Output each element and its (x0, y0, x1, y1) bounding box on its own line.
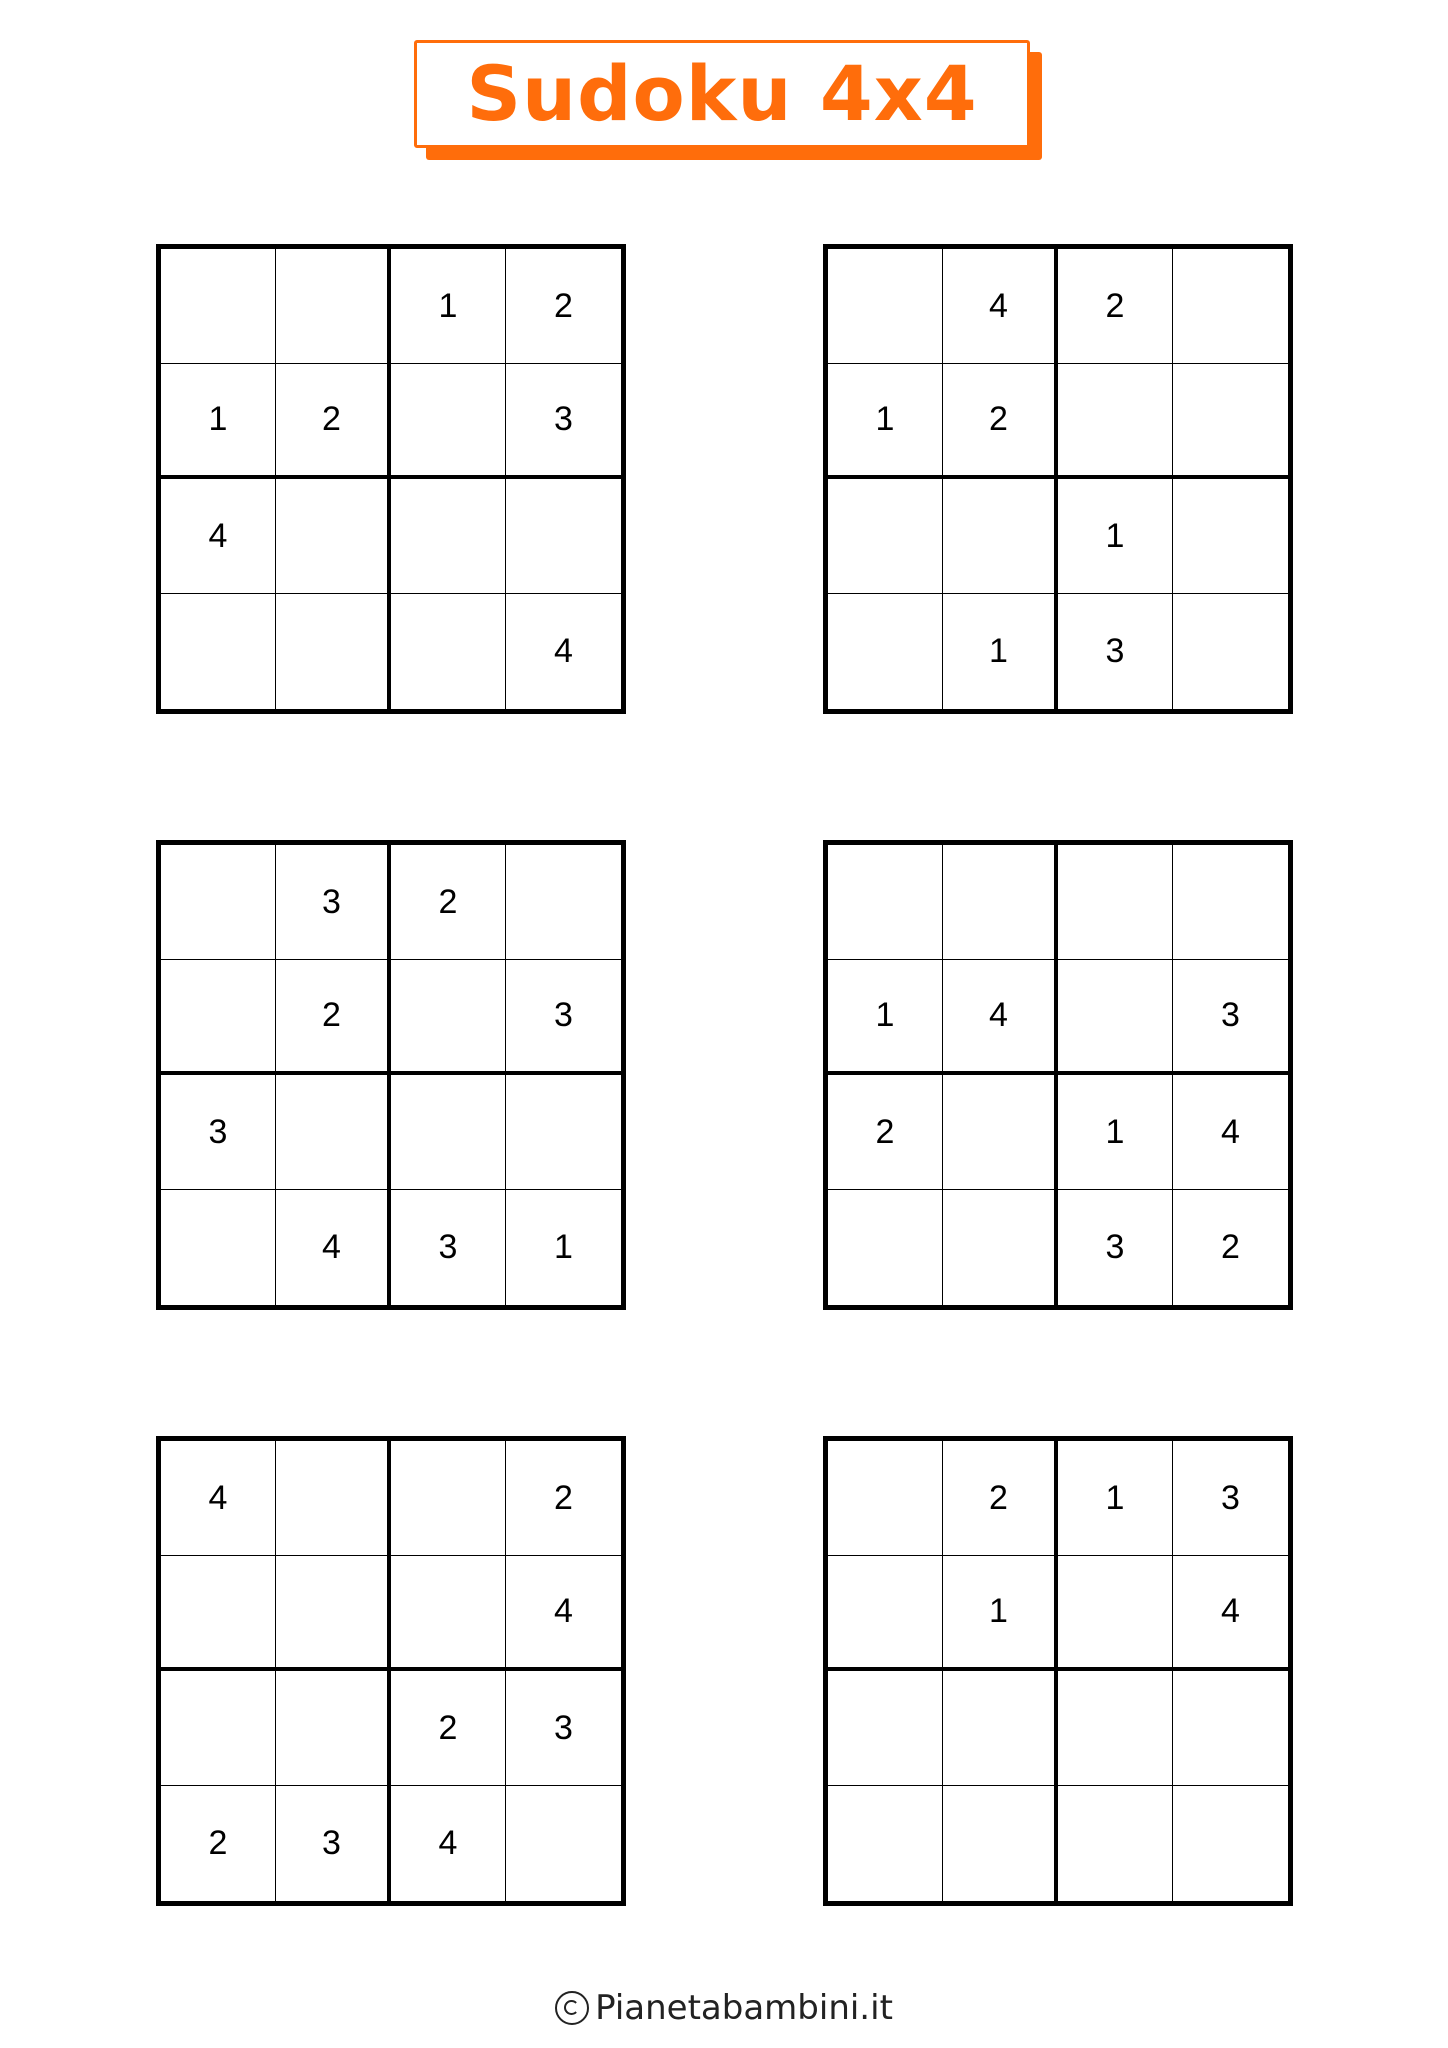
sudoku-cell[interactable] (506, 479, 621, 594)
sudoku-cell[interactable] (161, 1190, 276, 1305)
sudoku-cell[interactable] (1173, 594, 1288, 709)
sudoku-cell[interactable] (161, 845, 276, 960)
sudoku-cell[interactable]: 2 (943, 364, 1058, 479)
sudoku-cell[interactable]: 2 (391, 1671, 506, 1786)
sudoku-cell[interactable] (276, 479, 391, 594)
sudoku-cell[interactable]: 1 (1058, 479, 1173, 594)
sudoku-cell[interactable]: 3 (1058, 594, 1173, 709)
sudoku-cell[interactable]: 3 (1058, 1190, 1173, 1305)
sudoku-cell[interactable]: 4 (943, 960, 1058, 1075)
sudoku-cell[interactable] (391, 1441, 506, 1556)
sudoku-cell[interactable] (391, 1556, 506, 1671)
sudoku-cell[interactable]: 2 (506, 1441, 621, 1556)
sudoku-grid-6 (823, 1436, 1293, 1906)
sudoku-cell[interactable]: 2 (276, 364, 391, 479)
sudoku-cell[interactable]: 2 (276, 960, 391, 1075)
sudoku-cell[interactable] (1173, 479, 1288, 594)
copyright-icon (555, 1991, 589, 2025)
sudoku-cell[interactable] (1058, 1671, 1173, 1786)
sudoku-cell[interactable]: 1 (943, 594, 1058, 709)
sudoku-cell[interactable]: 1 (828, 364, 943, 479)
sudoku-cell[interactable]: 4 (391, 1786, 506, 1901)
sudoku-grid-3 (156, 840, 626, 1310)
sudoku-cell[interactable] (828, 249, 943, 364)
footer (0, 1984, 1448, 2032)
sudoku-cell[interactable]: 3 (391, 1190, 506, 1305)
sudoku-cell[interactable] (828, 1441, 943, 1556)
sudoku-cell[interactable] (828, 845, 943, 960)
sudoku-cell[interactable] (943, 845, 1058, 960)
sudoku-cell[interactable] (391, 479, 506, 594)
sudoku-cell[interactable]: 3 (506, 364, 621, 479)
sudoku-cell[interactable] (943, 1190, 1058, 1305)
sudoku-cell[interactable] (276, 1075, 391, 1190)
sudoku-cell[interactable] (1058, 1556, 1173, 1671)
sudoku-grid-5 (156, 1436, 626, 1906)
sudoku-cell[interactable]: 2 (828, 1075, 943, 1190)
sudoku-cell[interactable] (1058, 960, 1173, 1075)
sudoku-cell[interactable] (391, 1075, 506, 1190)
sudoku-cell[interactable] (506, 1786, 621, 1901)
page-title: Sudoku 4x4 (466, 49, 978, 138)
sudoku-cell[interactable]: 1 (828, 960, 943, 1075)
sudoku-cell[interactable] (1173, 1786, 1288, 1901)
sudoku-cell[interactable] (1173, 1671, 1288, 1786)
sudoku-cell[interactable] (161, 594, 276, 709)
sudoku-cell[interactable]: 3 (276, 1786, 391, 1901)
sudoku-cell[interactable] (276, 1556, 391, 1671)
sudoku-cell[interactable]: 2 (506, 249, 621, 364)
sudoku-cell[interactable]: 3 (1173, 960, 1288, 1075)
sudoku-cell[interactable]: 1 (391, 249, 506, 364)
sudoku-cell[interactable] (276, 249, 391, 364)
sudoku-cell[interactable] (506, 845, 621, 960)
sudoku-cell[interactable]: 2 (161, 1786, 276, 1901)
sudoku-cell[interactable] (828, 1190, 943, 1305)
sudoku-cell[interactable]: 2 (391, 845, 506, 960)
sudoku-cell[interactable] (276, 1441, 391, 1556)
sudoku-cell[interactable]: 3 (506, 960, 621, 1075)
sudoku-cell[interactable]: 3 (1173, 1441, 1288, 1556)
sudoku-cell[interactable]: 1 (554, 1228, 573, 1266)
sudoku-cell[interactable]: 1 (943, 1556, 1058, 1671)
sudoku-cell[interactable] (1058, 364, 1173, 479)
sudoku-cell[interactable] (1173, 249, 1288, 364)
sudoku-cell[interactable] (391, 364, 506, 479)
sudoku-cell[interactable] (1173, 364, 1288, 479)
sudoku-cell[interactable]: 4 (161, 1441, 276, 1556)
sudoku-cell[interactable] (161, 960, 276, 1075)
sudoku-grid-2 (823, 244, 1293, 714)
sudoku-cell[interactable] (1173, 845, 1288, 960)
sudoku-cell[interactable] (276, 1671, 391, 1786)
sudoku-cell[interactable]: 1 (161, 364, 276, 479)
sudoku-cell[interactable]: 1 (1058, 1441, 1173, 1556)
title-banner (414, 40, 1030, 148)
sudoku-cell[interactable] (943, 1075, 1058, 1190)
sudoku-cell[interactable] (161, 1556, 276, 1671)
sudoku-cell[interactable] (943, 1786, 1058, 1901)
sudoku-cell[interactable] (161, 1671, 276, 1786)
sudoku-grid-1 (156, 244, 626, 714)
sudoku-cell[interactable]: 4 (1173, 1556, 1288, 1671)
sudoku-cell[interactable]: 3 (506, 1671, 621, 1786)
sudoku-cell[interactable] (943, 1671, 1058, 1786)
sudoku-cell[interactable]: 1 (1058, 1075, 1173, 1190)
sudoku-cell[interactable]: 3 (161, 1075, 276, 1190)
sudoku-cell[interactable]: 3 (276, 845, 391, 960)
sudoku-cell[interactable] (1058, 845, 1173, 960)
sudoku-cell[interactable]: 2 (943, 1441, 1058, 1556)
sudoku-cell[interactable] (828, 594, 943, 709)
sudoku-cell[interactable]: 2 (1058, 249, 1173, 364)
sudoku-cell[interactable] (828, 479, 943, 594)
sudoku-cell[interactable] (828, 1786, 943, 1901)
sudoku-cell[interactable]: 4 (1173, 1075, 1288, 1190)
sudoku-cell[interactable] (506, 1075, 621, 1190)
sudoku-cell[interactable] (391, 594, 506, 709)
sudoku-cell[interactable]: 4 (506, 1556, 621, 1671)
sudoku-cell[interactable]: 4 (943, 249, 1058, 364)
sudoku-grid-4 (823, 840, 1293, 1310)
sudoku-cell[interactable] (828, 1556, 943, 1671)
sudoku-cell[interactable]: 4 (554, 632, 573, 670)
sudoku-cell[interactable] (161, 249, 276, 364)
sudoku-cell[interactable] (943, 479, 1058, 594)
footer-site-name: Pianetabambini.it (595, 1988, 893, 2028)
sudoku-cell[interactable] (276, 594, 391, 709)
sudoku-cell[interactable] (1058, 1786, 1173, 1901)
title-box (414, 40, 1030, 148)
sudoku-cell[interactable] (391, 960, 506, 1075)
sudoku-cell[interactable]: 2 (1221, 1228, 1240, 1266)
sudoku-cell[interactable]: 4 (161, 479, 276, 594)
sudoku-cell[interactable]: 4 (276, 1190, 391, 1305)
sudoku-cell[interactable] (828, 1671, 943, 1786)
